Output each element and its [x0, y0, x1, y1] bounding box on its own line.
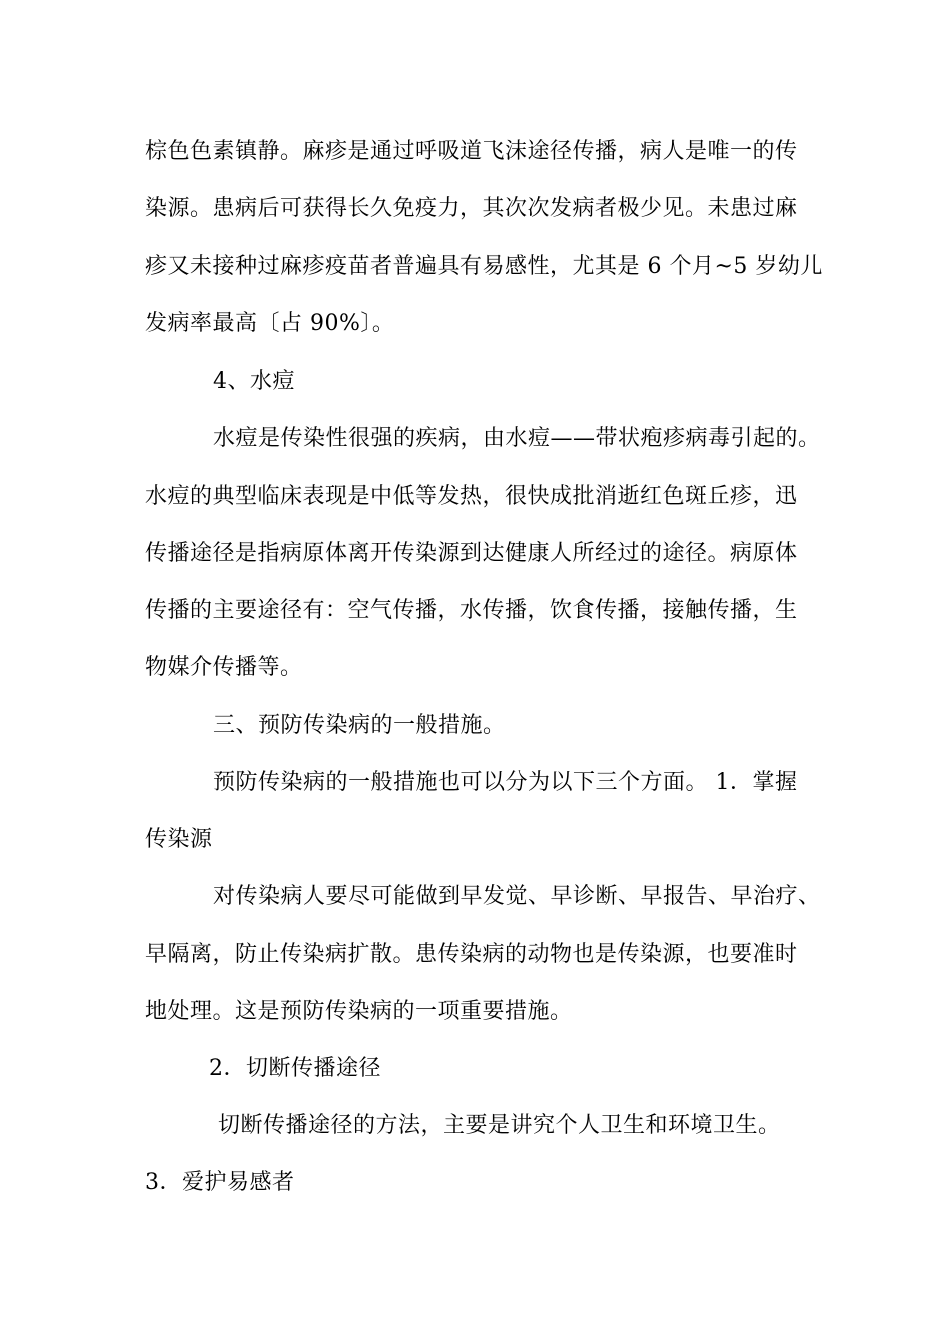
body-text-line: 染源。患病后可获得长久免疫力，其次次发病者极少见。未患过麻 — [145, 196, 798, 221]
section-heading: 3．爱护易感者 — [145, 1170, 295, 1195]
body-text-line: 传染源 — [145, 827, 213, 852]
body-text-line: 传播途径是指病原体离开传染源到达健康人所经过的途径。病原体 — [145, 541, 798, 566]
body-text-line: 早隔离，防止传染病扩散。患传染病的动物也是传染源，也要准时 — [145, 942, 798, 967]
body-text-line: 棕色色素镇静。麻疹是通过呼吸道飞沫途径传播，病人是唯一的传 — [145, 139, 798, 164]
body-text-line: 传播的主要途径有：空气传播，水传播，饮食传播，接触传播，生 — [145, 598, 798, 623]
body-text-line: 预防传染病的一般措施也可以分为以下三个方面。 1．掌握 — [213, 770, 798, 795]
body-text-line: 发病率最高〔占 90%〕。 — [145, 311, 395, 336]
section-heading: 三、预防传染病的一般措施。 — [213, 713, 506, 738]
body-text-line: 水痘是传染性很强的疾病，由水痘——带状疱疹病毒引起的。 — [213, 426, 821, 451]
body-text-line: 物媒介传播等。 — [145, 655, 303, 680]
section-heading: 2．切断传播途径 — [209, 1056, 381, 1081]
body-text-line: 水痘的典型临床表现是中低等发热，很快成批消逝红色斑丘疹，迅 — [145, 484, 798, 509]
body-text-line: 对传染病人要尽可能做到早发觉、早诊断、早报告、早治疗、 — [213, 884, 821, 909]
body-text-line: 疹又未接种过麻疹疫苗者普遍具有易感性，尤其是 6 个月~5 岁幼儿 — [145, 254, 823, 279]
section-heading: 4、水痘 — [213, 369, 295, 394]
body-text-line: 切断传播途径的方法，主要是讲究个人卫生和环境卫生。 — [218, 1113, 781, 1138]
body-text-line: 地处理。这是预防传染病的一项重要措施。 — [145, 999, 573, 1024]
